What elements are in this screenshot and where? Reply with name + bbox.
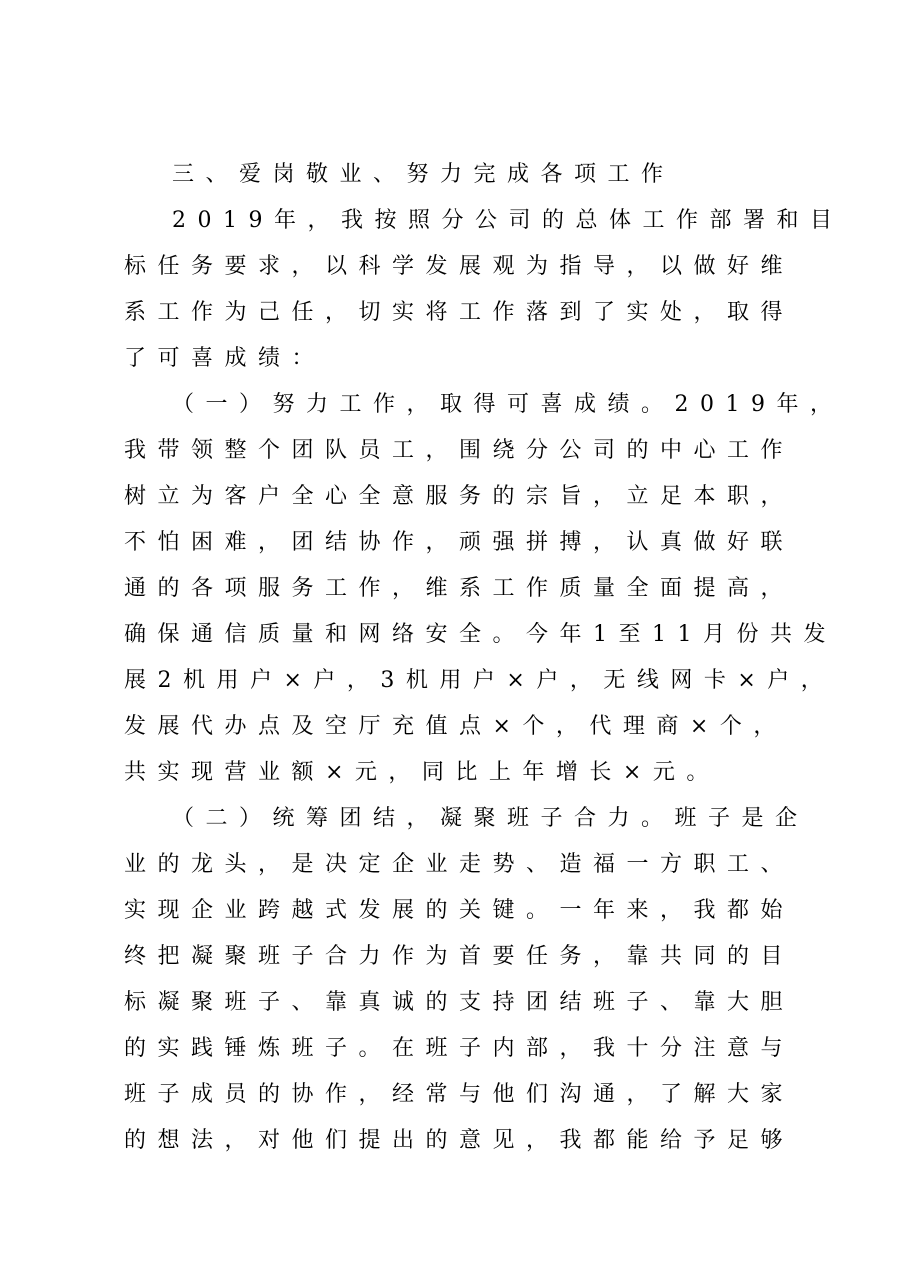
paragraph-line: 共实现营业额×元，同比上年增长×元。 bbox=[124, 760, 720, 785]
paragraph-line: 业的龙头，是决定企业走势、造福一方职工、 bbox=[124, 852, 795, 877]
paragraph-line: 的实践锤炼班子。在班子内部，我十分注意与 bbox=[124, 1036, 795, 1061]
document-body bbox=[124, 152, 844, 1164]
paragraph-line: 树立为客户全心全意服务的宗旨，立足本职， bbox=[124, 484, 795, 509]
paragraph-line: 系工作为己任，切实将工作落到了实处，取得 bbox=[124, 300, 795, 325]
section-heading: 三、爱岗敬业、努力完成各项工作 bbox=[172, 162, 675, 187]
paragraph-line: 班子成员的协作，经常与他们沟通，了解大家 bbox=[124, 1082, 795, 1107]
paragraph-line: 标任务要求，以科学发展观为指导，以做好维 bbox=[124, 254, 795, 279]
paragraph-line: 了可喜成绩： bbox=[124, 346, 326, 371]
paragraph-line: （二）统筹团结，凝聚班子合力。班子是企 bbox=[172, 806, 809, 831]
paragraph-line: 的想法，对他们提出的意见，我都能给予足够 bbox=[124, 1128, 795, 1153]
paragraph-line: 2019年，我按照分公司的总体工作部署和目 bbox=[172, 208, 844, 233]
paragraph-line: 标凝聚班子、靠真诚的支持团结班子、靠大胆 bbox=[124, 990, 795, 1015]
paragraph-line: 不怕困难，团结协作，顽强拼搏，认真做好联 bbox=[124, 530, 795, 555]
paragraph-line: 终把凝聚班子合力作为首要任务，靠共同的目 bbox=[124, 944, 795, 969]
paragraph-line: 展2机用户×户，3机用户×户，无线网卡×户， bbox=[124, 668, 835, 693]
paragraph-line: 通的各项服务工作，维系工作质量全面提高， bbox=[124, 576, 795, 601]
paragraph-line: 确保通信质量和网络安全。今年1至11月份共发 bbox=[124, 622, 837, 647]
paragraph-line: （一）努力工作，取得可喜成绩。2019年， bbox=[172, 392, 844, 417]
paragraph-line: 实现企业跨越式发展的关键。一年来，我都始 bbox=[124, 898, 795, 923]
paragraph-line: 发展代办点及空厅充值点×个，代理商×个， bbox=[124, 714, 787, 739]
paragraph-line: 我带领整个团队员工，围绕分公司的中心工作 bbox=[124, 438, 795, 463]
